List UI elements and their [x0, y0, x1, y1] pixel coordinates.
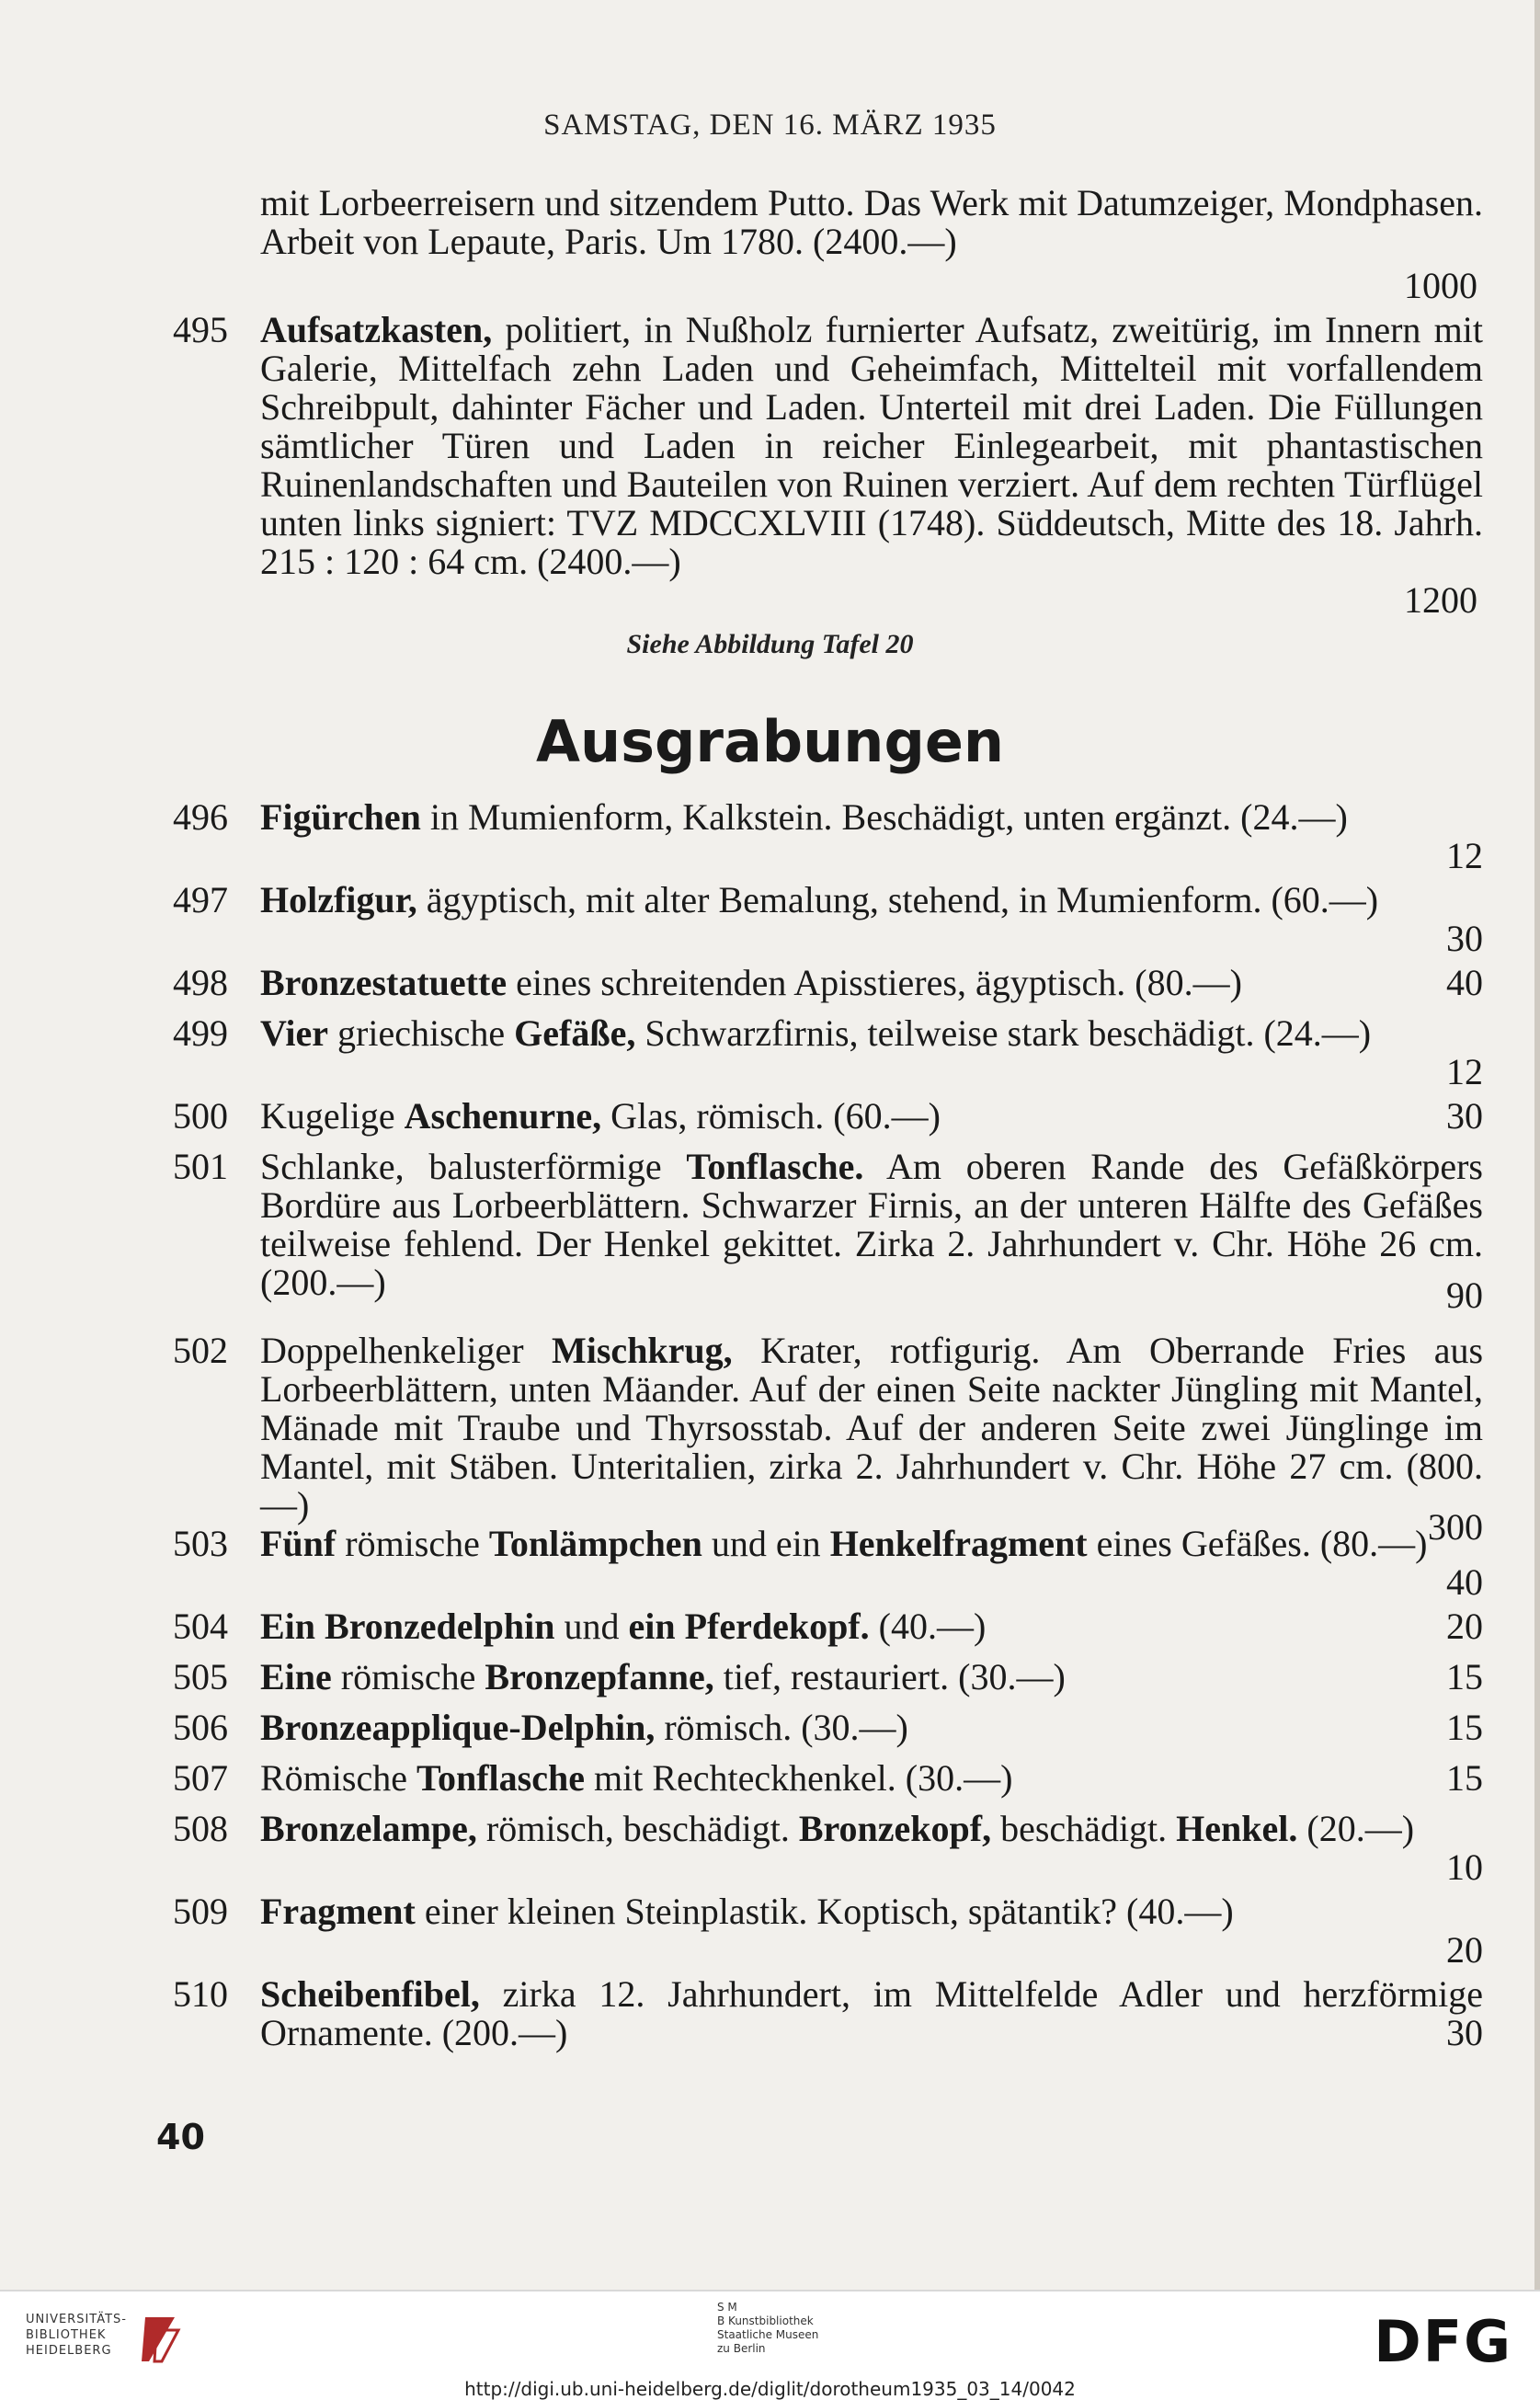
- entry-price: 20: [1446, 1929, 1483, 1971]
- entry-number: 504: [173, 1606, 228, 1647]
- entry-title: Tonflasche.: [686, 1146, 864, 1187]
- entry-text: [260, 1097, 1409, 1136]
- entry-text: [260, 1607, 1483, 1646]
- entry-description: beschädigt.: [991, 1808, 1177, 1849]
- entry-description: und: [554, 1606, 629, 1647]
- entry-title: Bronzekopf,: [798, 1808, 992, 1849]
- entry-description: römische: [331, 1656, 485, 1697]
- entry-title: Ein Bronzedelphin: [260, 1606, 555, 1647]
- footer-bar: [0, 2290, 1540, 2400]
- entry-text: [260, 881, 1483, 920]
- entry-price: 30: [1446, 1095, 1483, 1137]
- entry-text: [260, 1759, 1409, 1798]
- entry-number: 506: [173, 1707, 228, 1748]
- entry-price: 15: [1446, 1757, 1483, 1799]
- entry-number: 498: [173, 962, 228, 1003]
- entry-number: 505: [173, 1656, 228, 1697]
- entry-number: 496: [173, 796, 228, 838]
- library-line: BIBLIOTHEK: [26, 2328, 107, 2342]
- entry-price: 300: [1428, 1506, 1483, 1548]
- entry-price: 15: [1446, 1707, 1483, 1748]
- entry-description: eines Gefäßes. (80.—): [1087, 1523, 1428, 1564]
- entry-description: Glas, römisch. (60.—): [601, 1095, 941, 1137]
- entry-title: Aufsatzkasten,: [260, 309, 493, 350]
- stamp-line: S M: [717, 2301, 737, 2314]
- entry-title: Bronzeapplique-Delphin,: [260, 1707, 656, 1748]
- entry-text: [260, 1525, 1483, 1563]
- entry-number: 499: [173, 1012, 228, 1054]
- entry-description: und ein: [702, 1523, 830, 1564]
- entry-text: [260, 1014, 1483, 1053]
- carryover-price: 1000: [1404, 265, 1477, 306]
- entry-price: 20: [1446, 1606, 1483, 1647]
- entry-number: 510: [173, 1973, 228, 2015]
- entry-title: Fünf: [260, 1523, 337, 1564]
- entry-price: 12: [1446, 1051, 1483, 1092]
- entry-description: mit Rechteckhenkel. (30.—): [585, 1757, 1013, 1799]
- library-mark-icon: [138, 2312, 182, 2367]
- dfg-logo: DFG: [1374, 2308, 1512, 2375]
- entry-text: [260, 798, 1483, 837]
- entry-text: [260, 1975, 1483, 2052]
- entry-title: Aschenurne,: [404, 1095, 602, 1137]
- entry-title: Tonlämpchen: [488, 1523, 702, 1564]
- entry-number: 507: [173, 1757, 228, 1799]
- page-header: SAMSTAG, DEN 16. MÄRZ 1935: [543, 109, 997, 142]
- entry-title: Bronzelampe,: [260, 1808, 477, 1849]
- entry-title: Holzfigur,: [260, 879, 417, 920]
- entry-description: (20.—): [1297, 1808, 1415, 1849]
- entry-text: [260, 311, 1483, 581]
- entry-title: Mischkrug,: [552, 1330, 733, 1371]
- page-number: 40: [156, 2117, 205, 2157]
- entry-price: 1200: [1404, 579, 1477, 621]
- entry-description: römisch. (30.—): [655, 1707, 908, 1748]
- entry-number: 501: [173, 1146, 228, 1187]
- entry-price: 30: [1446, 2012, 1483, 2053]
- entry-description: politiert, in Nußholz furnierter Aufsatz, zweitürig, im Innern mit Galerie, Mittelfach zehn Laden und Geheimfach, Mittelteil mit vorfallendem Schreibpult, dahinter Fächer und Laden. Unterteil mit drei Laden. Die Füllungen sämtlicher Türen und Laden in reicher Einlegearbeit, mit phantastischen Ruinenlandschaften und Bauteilen von Ruinen verziert. Auf dem rechten Türflügel unten links signiert: TVZ MDCCXLVIII (1748). Süddeutsch, Mitte des 18. Jahrh. 215 : 120 : 64 cm. (2400.—): [260, 309, 1483, 582]
- entry-title: Gefäße,: [514, 1012, 636, 1054]
- entry-text: [260, 1658, 1409, 1697]
- entry-number: 497: [173, 879, 228, 920]
- entry-title: Tonflasche: [416, 1757, 585, 1799]
- stamp-line: B Kunstbibliothek: [717, 2314, 814, 2327]
- library-line: UNIVERSITÄTS-: [26, 2313, 127, 2326]
- entry-title: Vier: [260, 1012, 329, 1054]
- entry-text: [260, 1709, 1409, 1747]
- entry-description: Römische: [260, 1757, 416, 1799]
- entry-price: 10: [1446, 1846, 1483, 1888]
- entry-text: [260, 964, 1409, 1002]
- entry-title: Henkel.: [1176, 1808, 1298, 1849]
- entry-description: Am oberen Rande des Gefäßkörpers Bordüre aus Lorbeerblättern. Schwarzer Firnis, an der unteren Hälfte des Gefäßes teilweise fehlend. Der Henkel gekittet. Zirka 2. Jahrhundert v. Chr. Höhe 26 cm. (200.—): [260, 1146, 1483, 1303]
- entry-text: [260, 1148, 1483, 1302]
- entry-price: 12: [1446, 835, 1483, 876]
- entry-number: 495: [173, 309, 228, 350]
- entry-number: 503: [173, 1523, 228, 1564]
- entry-title: Henkelfragment: [829, 1523, 1088, 1564]
- entry-description: Kugelige: [260, 1095, 405, 1137]
- entry-description: Doppelhenkeliger: [260, 1330, 552, 1371]
- library-line: HEIDELBERG: [26, 2344, 112, 2358]
- entry-description: in Mumienform, Kalkstein. Beschädigt, unten ergänzt. (24.—): [420, 796, 1348, 838]
- entry-description: griechische: [328, 1012, 515, 1054]
- source-url-link[interactable]: http://digi.ub.uni-heidelberg.de/diglit/dorotheum1935_03_14/0042: [464, 2378, 1076, 2400]
- entry-description: römisch, beschädigt.: [476, 1808, 799, 1849]
- entry-title: Fragment: [260, 1891, 416, 1932]
- entry-title: Scheibenfibel,: [260, 1973, 480, 2015]
- entry-text: [260, 1892, 1483, 1931]
- entry-number: 500: [173, 1095, 228, 1137]
- entry-number: 502: [173, 1330, 228, 1371]
- entry-text: [260, 1810, 1483, 1848]
- entry-description: ägyptisch, mit alter Bemalung, stehend, in Mumienform. (60.—): [416, 879, 1379, 920]
- entry-price: 90: [1446, 1274, 1483, 1316]
- entry-price: 40: [1446, 962, 1483, 1003]
- entry-description: zirka 12. Jahrhundert, im Mittelfelde Adler und herzförmige Ornamente. (200.—): [260, 1973, 1483, 2053]
- entry-price: 15: [1446, 1656, 1483, 1697]
- entry-title: ein Pferdekopf.: [628, 1606, 870, 1647]
- entry-number: 508: [173, 1808, 228, 1849]
- section-heading: Ausgrabungen: [535, 708, 1005, 775]
- entry-title: Figürchen: [260, 796, 421, 838]
- entry-price: 40: [1446, 1561, 1483, 1603]
- entry-text: [260, 1331, 1483, 1525]
- entry-description: Schlanke, balusterförmige: [260, 1146, 687, 1187]
- entry-description: Krater, rotfigurig. Am Oberrande Fries aus Lorbeerblättern, unten Mäander. Auf der einen Seite nackter Jüngling mit Mantel, Mänade mit Traube und Thyrsosstab. Auf der anderen Seite zwei Jünglinge im Mantel, mit Stäben. Unteritalien, zirka 2. Jahrhundert v. Chr. Höhe 27 cm. (800.—): [260, 1330, 1484, 1526]
- entry-title: Bronzepfanne,: [485, 1656, 714, 1697]
- entry-number: 509: [173, 1891, 228, 1932]
- carryover-text: mit Lorbeerreisern und sitzendem Putto. Das Werk mit Datumzeiger, Mondphasen. Arbeit von Lepaute, Paris. Um 1780. (2400.—): [260, 182, 1483, 262]
- stamp-line: Staatliche Museen: [717, 2328, 819, 2341]
- entry-description: tief, restauriert. (30.—): [713, 1656, 1066, 1697]
- museum-stamp: [717, 2301, 846, 2356]
- figure-caption: Siehe Abbildung Tafel 20: [626, 629, 914, 659]
- entry-title: Bronzestatuette: [260, 962, 508, 1003]
- stamp-line: zu Berlin: [717, 2342, 766, 2355]
- entry-description: römische: [336, 1523, 489, 1564]
- entry-title: Eine: [260, 1656, 332, 1697]
- entry-description: Schwarzfirnis, teilweise stark beschädigt. (24.—): [635, 1012, 1372, 1054]
- entry-description: eines schreitenden Apisstieres, ägyptisch. (80.—): [507, 962, 1242, 1003]
- entry-description: einer kleinen Steinplastik. Koptisch, spätantik? (40.—): [415, 1891, 1234, 1932]
- entry-description: (40.—): [869, 1606, 987, 1647]
- entry-price: 30: [1446, 918, 1483, 959]
